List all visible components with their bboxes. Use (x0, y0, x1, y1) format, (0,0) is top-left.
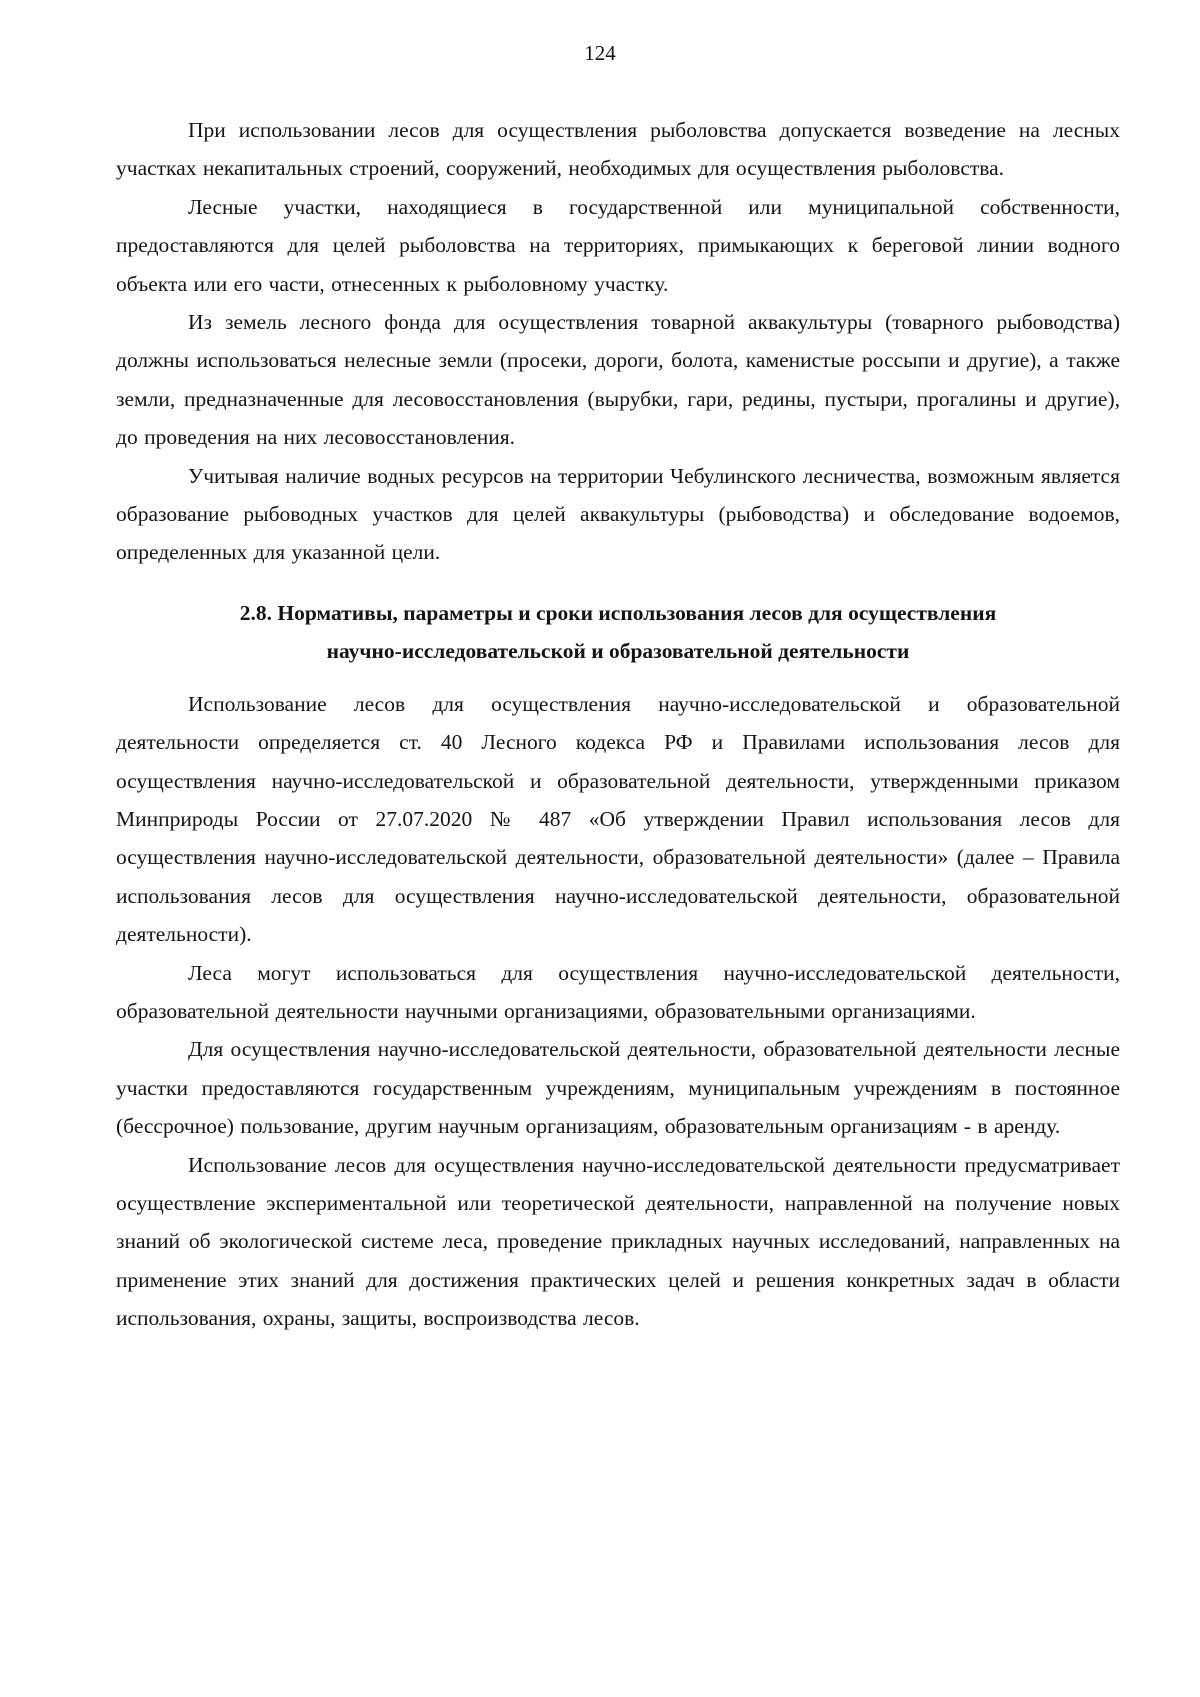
paragraph-research-use-basis: Использование лесов для осуществления научно-исследовательской и образовательной деятельности определяется ст. 40 Лесного кодекса РФ и Правилами использования лесов для осуществления научно-исследовательской и образовательной деятельности, утвержденными приказом Минприроды России от 27.07.2020 № 487 «Об утверждении Правил использования лесов для осуществления научно-исследовательской деятельности, образовательной деятельности» (далее – Правила использования лесов для осуществления научно-исследовательской деятельности, образовательной деятельности). (116, 691, 1120, 947)
section-heading-line-2: научно-исследовательской и образовательной деятельности (326, 639, 910, 664)
paragraph-aquaculture-lands: Из земель лесного фонда для осуществления товарной аквакультуры (товарного рыбоводства) должны использоваться нелесные земли (просеки, дороги, болота, каменистые россыпи и другие), а также земли, предназначенные для лесовосстановления (вырубки, гари, редины, пустыри, прогалины и другие), до проведения на них лесовосстановления. (116, 310, 1120, 450)
paragraph-fishing-structures: При использовании лесов для осуществления рыболовства допускается возведение на лесных участках некапитальных строений, сооружений, необходимых для осуществления рыболовства. (116, 118, 1120, 181)
page-body (116, 111, 1120, 1338)
page-number: 124 (584, 41, 616, 65)
paragraph-research-organizations: Леса могут использоваться для осуществления научно-исследовательской деятельности, образовательной деятельности научными организациями, образовательными организациями. (116, 960, 1120, 1023)
section-heading-line-1: 2.8. Нормативы, параметры и сроки использования лесов для осуществления (239, 600, 997, 625)
paragraph-research-activity-scope: Использование лесов для осуществления научно-исследовательской деятельности предусматривает осуществление экспериментальной или теоретической деятельности, направленной на получение новых знаний об экологической системе леса, проведение прикладных научных исследований, направленных на применение этих знаний для достижения практических целей и решения конкретных задач в области использования, охраны, защиты, воспроизводства лесов. (116, 1152, 1120, 1331)
paragraph-plot-provision: Для осуществления научно-исследовательской деятельности, образовательной деятельности лесные участки предоставляются государственным учреждениям, муниципальным учреждениям в постоянное (бессрочное) пользование, другим научным организациям, образовательным организациям - в аренду. (116, 1037, 1120, 1139)
section-heading (116, 594, 1120, 671)
paragraph-water-resources: Учитывая наличие водных ресурсов на территории Чебулинского лесничества, возможным является образование рыбоводных участков для целей аквакультуры (рыбоводства) и обследование водоемов, определенных для указанной цели. (116, 463, 1120, 565)
paragraph-fishing-plots: Лесные участки, находящиеся в государственной или муниципальной собственности, предоставляются для целей рыболовства на территориях, примыкающих к береговой линии водного объекта или его части, отнесенных к рыболовному участку. (116, 194, 1120, 296)
